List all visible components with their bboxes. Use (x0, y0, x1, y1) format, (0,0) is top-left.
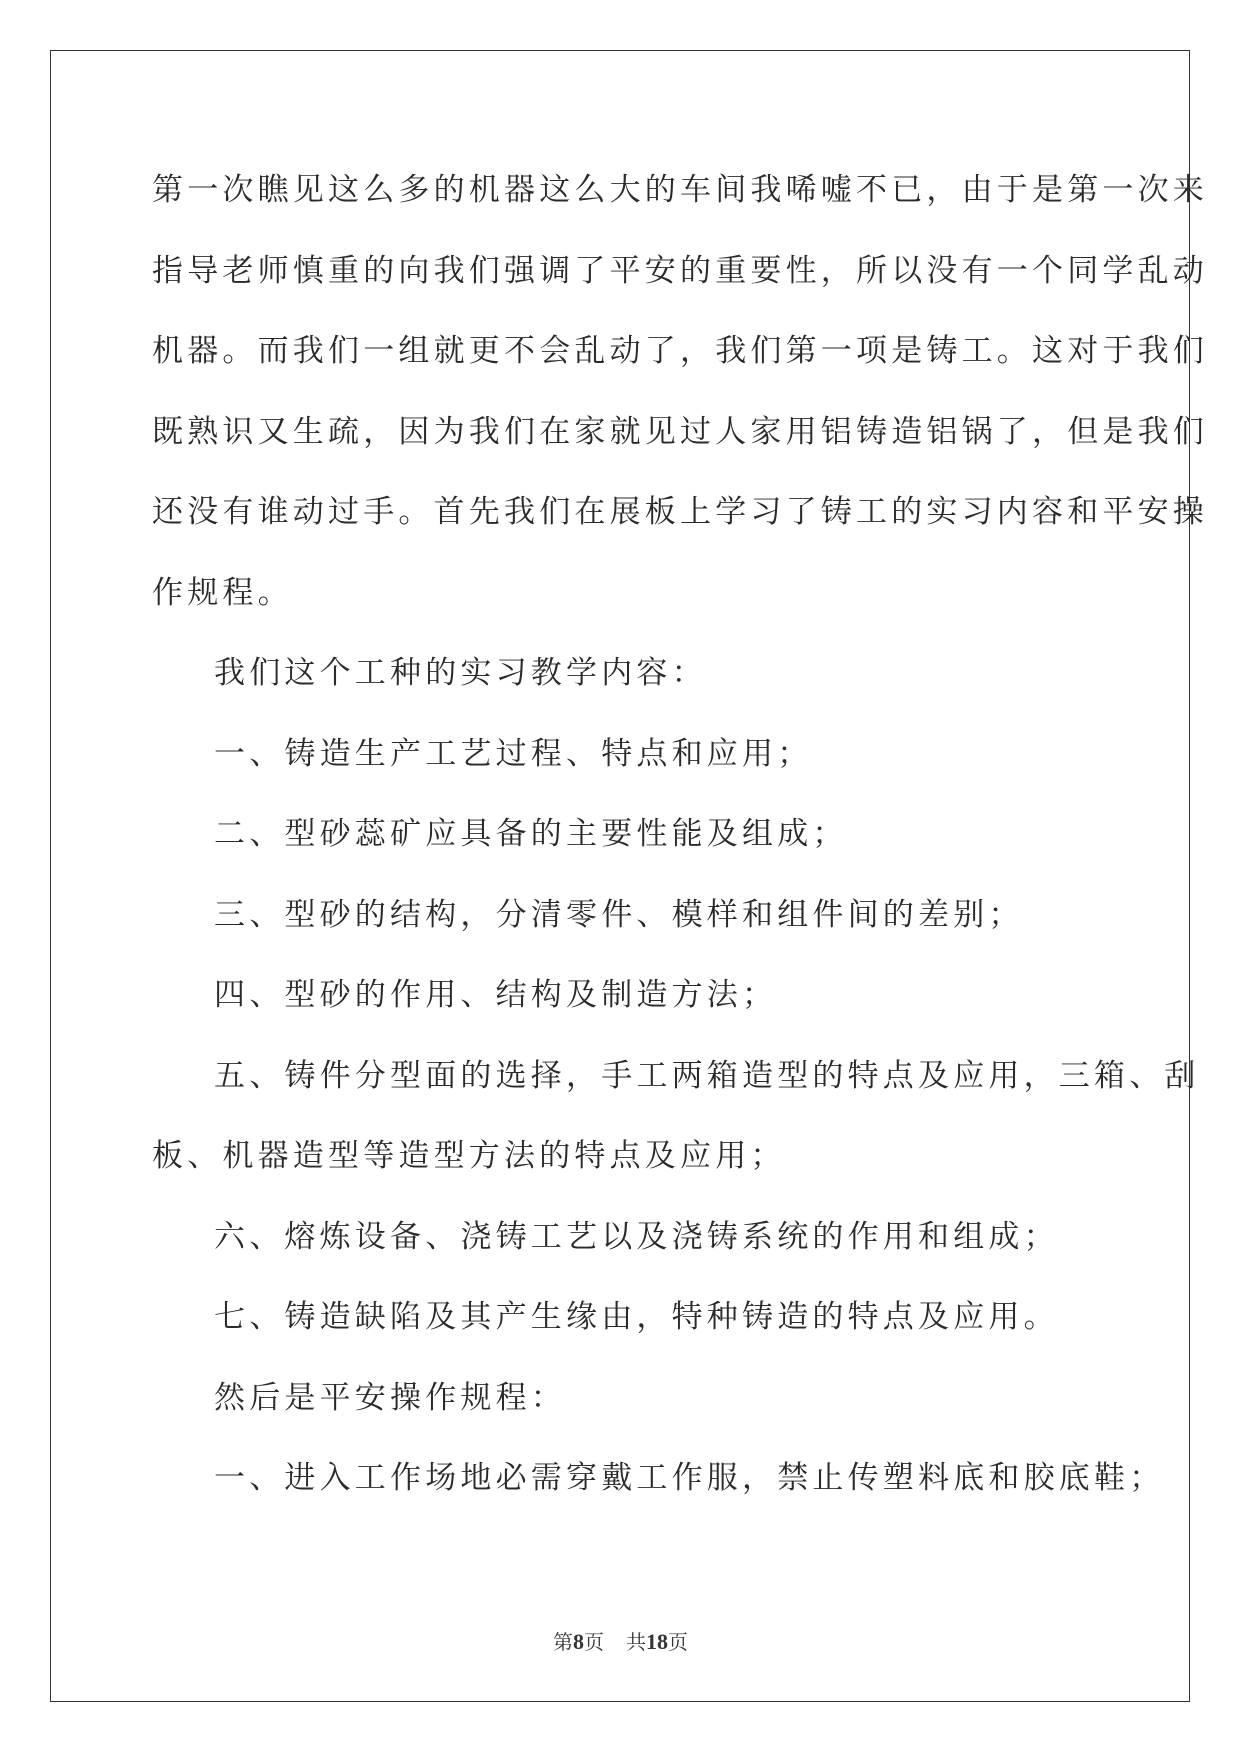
page-suffix: 页 (584, 1630, 604, 1654)
total-prefix: 共 (626, 1630, 646, 1654)
document-body (152, 165, 1208, 1534)
teaching-item-6: 六、熔炼设备、浇铸工艺以及浇铸系统的作用和组成； (214, 1218, 1059, 1255)
teaching-item-4: 四、型砂的作用、结构及制造方法； (214, 977, 778, 1013)
paragraph-line: 还没有谁动过手。首先我们在展板上学习了铸工的实习内容和平安操 (152, 494, 1208, 530)
paragraph-line: 指导老师慎重的向我们强调了平安的重要性，所以没有一个同学乱动 (152, 252, 1208, 289)
total-pages: 18 (646, 1629, 668, 1654)
page-footer (0, 1626, 1241, 1655)
teaching-item-7: 七、铸造缺陷及其产生缘由，特种铸造的特点及应用。 (214, 1299, 1059, 1335)
teaching-item-5-continued: 板、机器造型等造型方法的特点及应用； (152, 1138, 786, 1174)
teaching-item-1: 一、铸造生产工艺过程、特点和应用； (214, 735, 813, 772)
paragraph-line: 既熟识又生疏，因为我们在家就见过人家用铝铸造铝锅了，但是我们 (152, 413, 1208, 450)
teaching-item-3: 三、型砂的结构，分清零件、模样和组件间的差别； (214, 896, 1024, 933)
teaching-item-5: 五、铸件分型面的选择，手工两箱造型的特点及应用，三箱、刮 (214, 1057, 1200, 1094)
paragraph-line: 作规程。 (152, 574, 293, 611)
teaching-item-2: 二、型砂蕊矿应具备的主要性能及组成； (214, 816, 848, 852)
page-number: 8 (573, 1629, 584, 1654)
paragraph-line: 机器。而我们一组就更不会乱动了，我们第一项是铸工。这对于我们 (152, 333, 1208, 369)
teaching-heading: 我们这个工种的实习教学内容： (214, 655, 707, 691)
safety-item-1: 一、进入工作场地必需穿戴工作服，禁止传塑料底和胶底鞋； (214, 1460, 1165, 1496)
total-suffix: 页 (668, 1630, 688, 1654)
page-prefix: 第 (553, 1630, 573, 1654)
paragraph-line: 第一次瞧见这么多的机器这么大的车间我唏嘘不已，由于是第一次来 (152, 172, 1208, 208)
safety-heading: 然后是平安操作规程： (214, 1379, 566, 1416)
